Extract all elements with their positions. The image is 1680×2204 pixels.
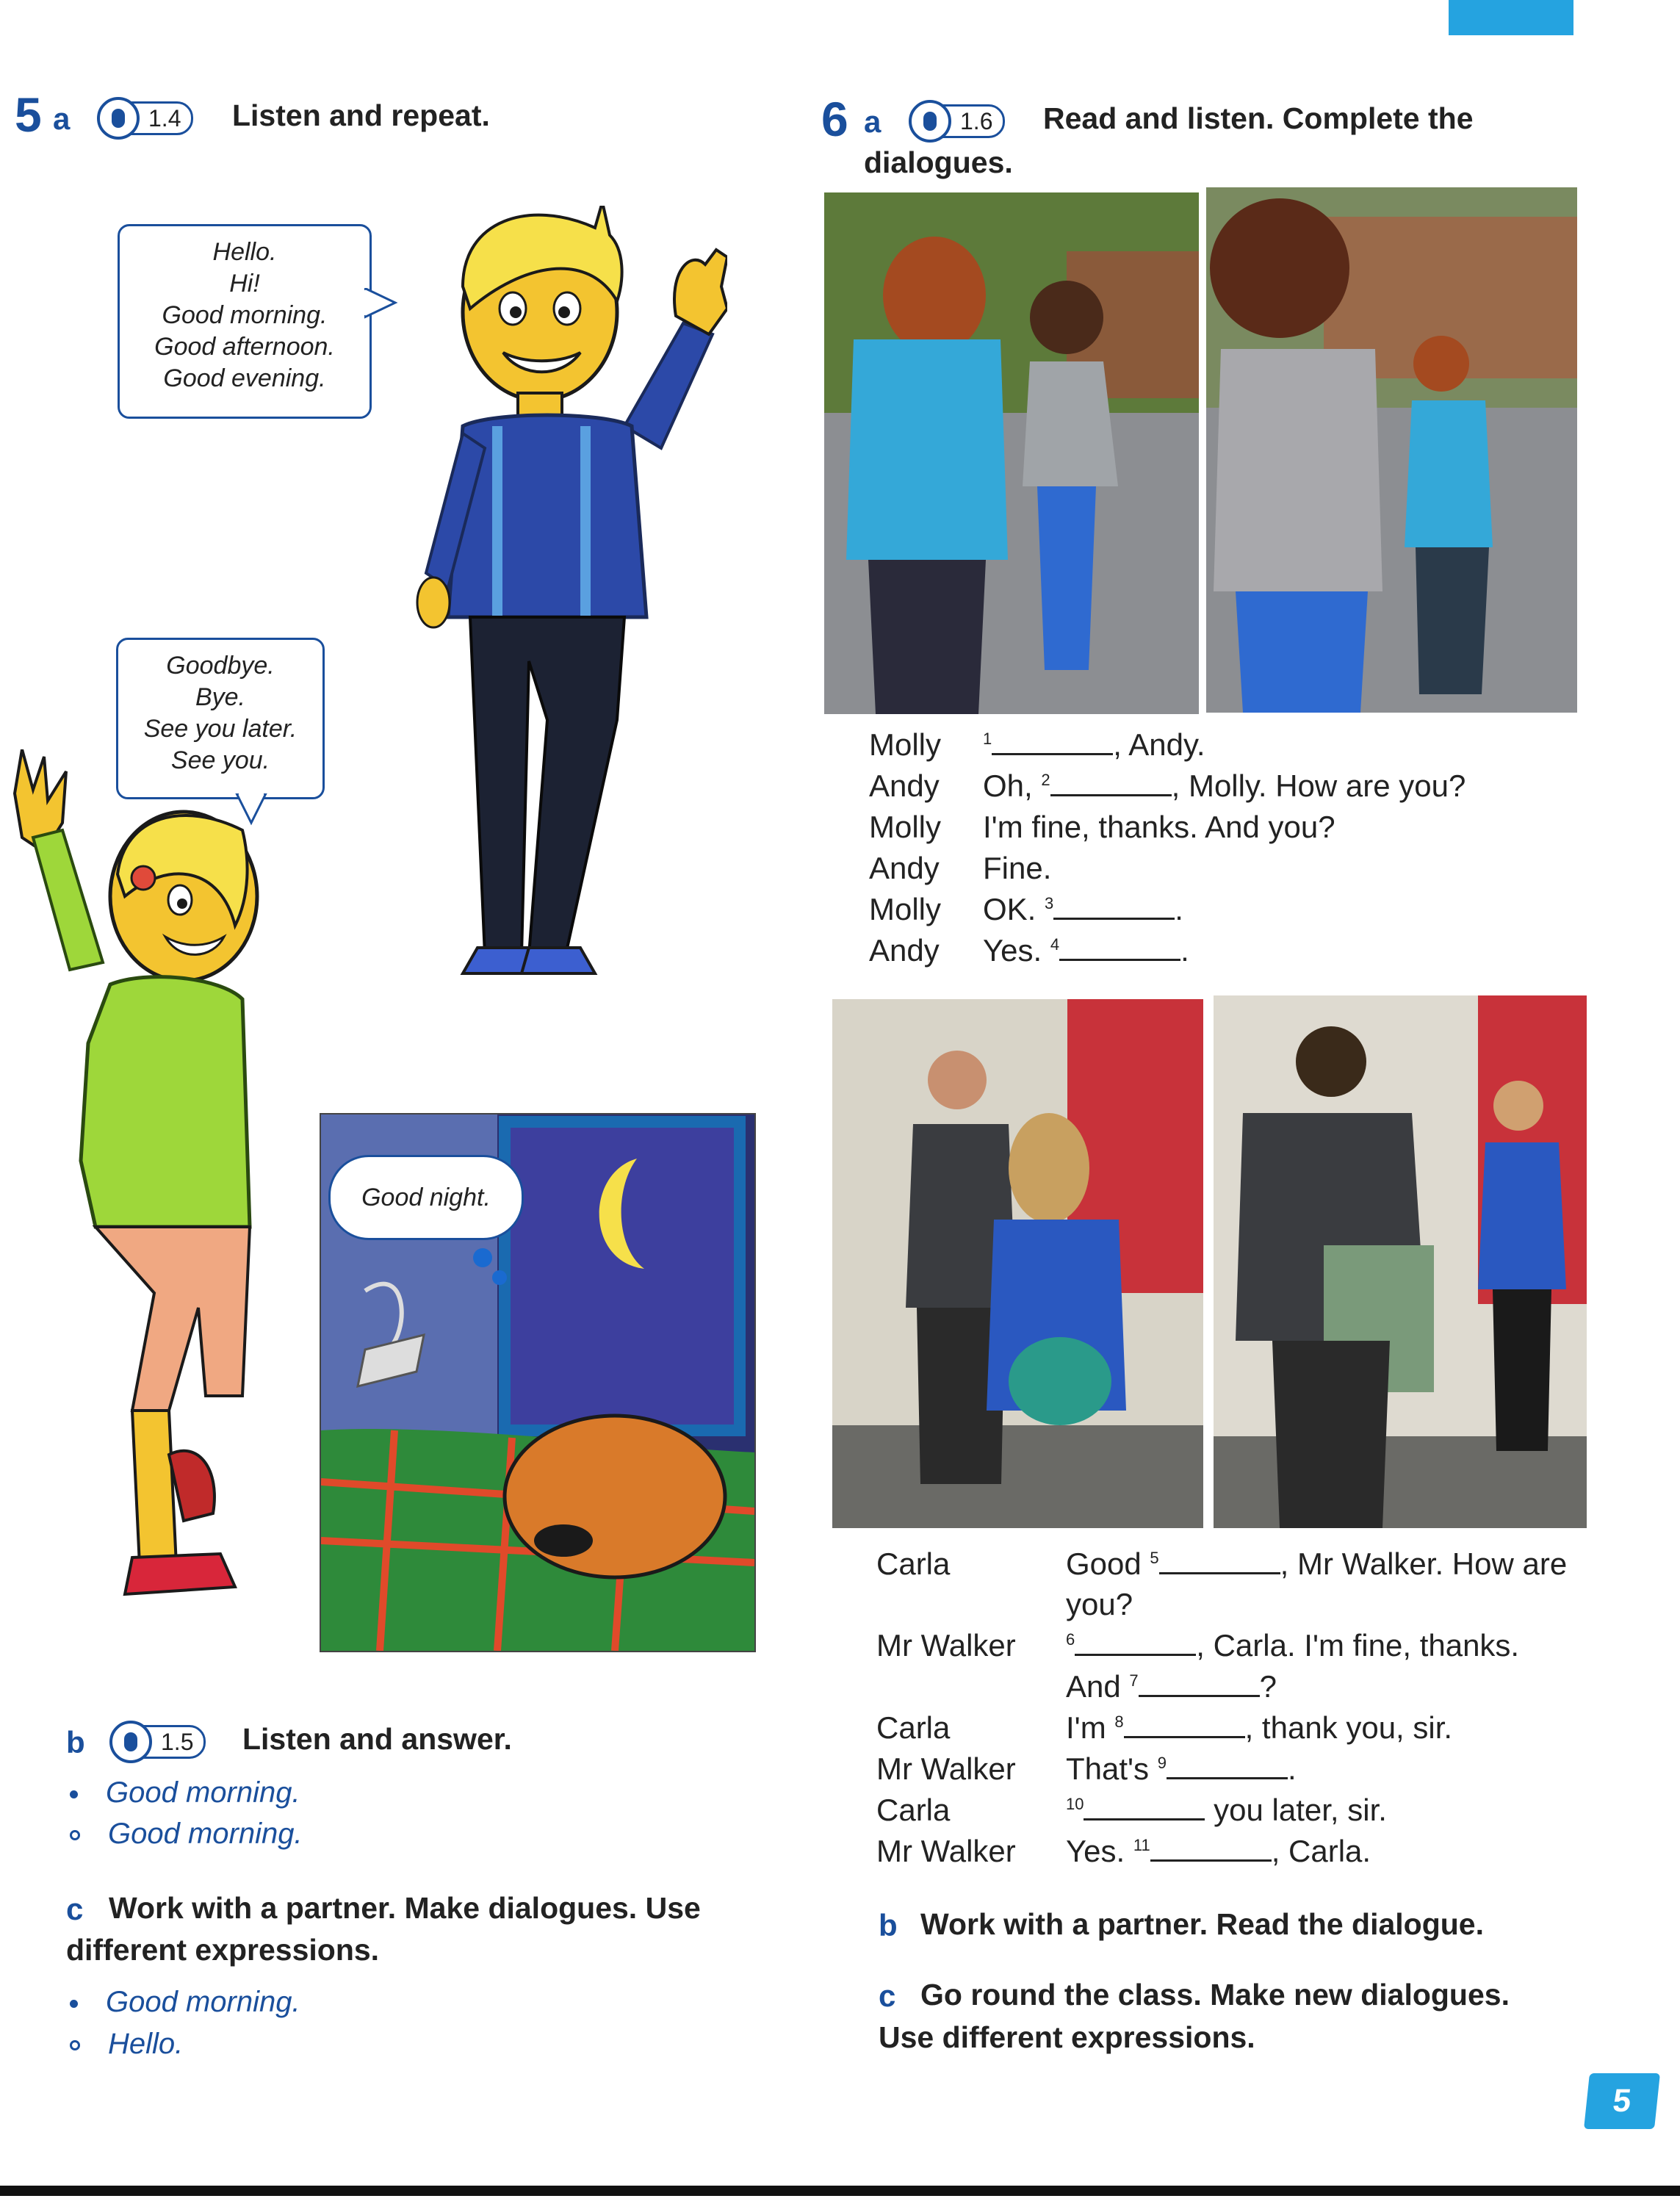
answer-blank[interactable] <box>1059 937 1180 961</box>
dialogue-line <box>869 727 1205 763</box>
exercise-5c-letter: c <box>66 1892 84 1926</box>
exercise-5-number: 5 <box>15 87 42 142</box>
line-text: Fine. <box>983 851 1052 885</box>
track-number: 1.5 <box>161 1728 194 1755</box>
speaker-name: Andy <box>869 933 940 968</box>
corridor-photo-scene <box>1214 995 1587 1528</box>
line-text: , Molly. How are you? <box>1171 768 1466 803</box>
exercise-6b-instruction: Work with a partner. Read the dialogue. <box>920 1907 1484 1941</box>
line-text: you later, sir. <box>1205 1793 1387 1827</box>
answer-blank[interactable] <box>1124 1714 1245 1738</box>
girl-waving-illustration <box>0 749 279 1631</box>
exercise-6-number: 6 <box>821 92 848 146</box>
gap-number: 1 <box>983 730 992 748</box>
bullet-filled-icon <box>70 2000 78 2008</box>
answer-blank[interactable] <box>1167 1755 1288 1779</box>
answer-blank[interactable] <box>1150 1837 1272 1862</box>
speaker-name: Molly <box>869 727 942 762</box>
example-bullet <box>70 1986 300 2019</box>
bubble-line: Hi! <box>229 270 260 298</box>
exercise-5c-instruction-cont: different expressions. <box>66 1933 380 1967</box>
bubble-line: See you. <box>170 746 270 774</box>
audio-track-1-6[interactable] <box>911 104 1005 138</box>
dialogue-line <box>876 1751 1297 1787</box>
line-text: . <box>1287 1751 1297 1786</box>
line-text: Good <box>1066 1546 1150 1581</box>
speaker-name: Mr Walker <box>876 1751 1016 1786</box>
page-number <box>1584 2073 1660 2129</box>
headphones-icon <box>909 100 951 143</box>
line-text: , Carla. I'm fine, thanks. <box>1196 1628 1520 1663</box>
answer-blank[interactable] <box>1053 896 1175 920</box>
line-text: . <box>1180 933 1189 968</box>
line-text: . <box>1175 892 1183 926</box>
headphones-icon <box>109 1721 152 1763</box>
answer-blank[interactable] <box>1159 1550 1280 1574</box>
photo-molly-andy-1 <box>824 192 1199 714</box>
answer-blank[interactable] <box>992 731 1113 755</box>
gap-number: 5 <box>1150 1549 1159 1567</box>
headphones-icon <box>97 97 140 140</box>
exercise-6c-letter: c <box>879 1978 896 2013</box>
speaker-name: Carla <box>876 1793 951 1827</box>
example-bullet <box>70 2028 183 2061</box>
dialogue-line <box>869 892 1183 927</box>
dialogue-line <box>869 851 1052 886</box>
dialogue-line <box>869 768 1466 804</box>
audio-track-1-4[interactable] <box>99 101 193 135</box>
dialogue-line <box>869 810 1335 845</box>
track-number: 1.4 <box>148 104 181 132</box>
dialogue-line <box>876 1834 1371 1869</box>
exercise-6a-instruction: Read and listen. Complete the <box>1043 101 1474 135</box>
exercise-6c-instruction: Go round the class. Make new dialogues. <box>920 1978 1510 2012</box>
exercise-6c-instruction-cont: Use different expressions. <box>879 2020 1255 2054</box>
thought-bubble-text: Good night. <box>361 1184 491 1211</box>
speaker-name: Mr Walker <box>876 1834 1016 1868</box>
bubble-line: Good afternoon. <box>154 333 335 361</box>
bullet-hollow-icon <box>70 2040 80 2050</box>
line-text: And <box>1066 1669 1130 1704</box>
dialogue-line <box>876 1628 1520 1663</box>
speaker-name: Andy <box>869 851 940 885</box>
bullet-text: Good morning. <box>106 1776 300 1809</box>
exercise-5a-instruction: Listen and repeat. <box>232 98 490 132</box>
bubble-line: See you later. <box>143 715 298 743</box>
answer-blank[interactable] <box>1075 1632 1196 1656</box>
exercise-5b-letter: b <box>66 1725 85 1760</box>
speaker-name: Carla <box>876 1710 951 1745</box>
example-bullet <box>70 1776 300 1809</box>
bubble-line: Good evening. <box>163 364 326 392</box>
photo-carla-mr-walker-1 <box>832 999 1203 1528</box>
dialogue-line <box>876 1546 1568 1582</box>
photo-molly-andy-2 <box>1206 187 1577 713</box>
gap-number: 3 <box>1045 894 1054 912</box>
line-text: Yes. <box>1066 1834 1133 1868</box>
gap-number: 2 <box>1041 771 1050 789</box>
speaker-name: Andy <box>869 768 940 803</box>
thought-bubble-dots <box>472 1247 516 1298</box>
exercise-6a-letter: a <box>864 104 882 139</box>
gap-number: 9 <box>1157 1754 1167 1772</box>
speaker-name: Molly <box>869 810 942 844</box>
answer-blank[interactable] <box>1139 1673 1260 1697</box>
speaker-name: Mr Walker <box>876 1628 1016 1663</box>
answer-blank[interactable] <box>1084 1796 1205 1821</box>
bubble-line: Bye. <box>195 683 246 711</box>
gap-number: 6 <box>1066 1630 1075 1649</box>
exercise-5b-instruction: Listen and answer. <box>242 1722 512 1756</box>
dialogue-line <box>869 933 1189 968</box>
speech-bubble-greetings <box>118 224 372 419</box>
bullet-text: Hello. <box>108 2028 184 2060</box>
gap-number: 7 <box>1129 1671 1139 1690</box>
line-text: , Carla. <box>1271 1834 1371 1868</box>
bubble-line: Hello. <box>212 238 277 266</box>
street-photo-scene <box>1206 187 1577 713</box>
audio-track-1-5[interactable] <box>112 1725 206 1759</box>
corridor-photo-scene <box>832 999 1203 1528</box>
gap-number: 4 <box>1050 935 1060 954</box>
line-text: , thank you, sir. <box>1244 1710 1453 1745</box>
thought-bubble <box>328 1155 524 1240</box>
line-text: , Andy. <box>1113 727 1205 762</box>
bullet-text: Good morning. <box>106 1986 300 2018</box>
gap-number: 11 <box>1133 1836 1150 1854</box>
bubble-line: Goodbye. <box>166 652 275 680</box>
exercise-5c-instruction: Work with a partner. Make dialogues. Use <box>109 1891 701 1925</box>
line-text: I'm <box>1066 1710 1115 1745</box>
bullet-filled-icon <box>70 1790 78 1798</box>
example-bullet <box>70 1818 303 1851</box>
line-text: ? <box>1259 1669 1277 1704</box>
street-photo-scene <box>824 192 1199 714</box>
unit-tab <box>1449 0 1573 35</box>
gap-number: 10 <box>1066 1795 1084 1813</box>
line-text: Oh, <box>983 768 1042 803</box>
bubble-line: Good morning. <box>162 301 328 329</box>
line-text: I'm fine, thanks. And you? <box>983 810 1335 844</box>
line-text: you? <box>1066 1587 1133 1621</box>
bullet-hollow-icon <box>70 1830 80 1840</box>
page-number-text: 5 <box>1611 2083 1633 2119</box>
dialogue-line <box>876 1710 1453 1746</box>
line-text: That's <box>1066 1751 1158 1786</box>
line-text: OK. <box>983 892 1045 926</box>
exercise-6b-letter: b <box>879 1908 898 1942</box>
bullet-text: Good morning. <box>108 1818 303 1850</box>
exercise-5a-letter: a <box>53 101 71 136</box>
dialogue-line <box>876 1793 1387 1828</box>
exercise-6a-instruction-cont: dialogues. <box>864 145 1013 179</box>
page-bottom-rule <box>0 2186 1680 2196</box>
boy-waving-illustration <box>382 206 727 977</box>
gap-number: 8 <box>1114 1713 1124 1731</box>
answer-blank[interactable] <box>1050 772 1172 796</box>
photo-carla-mr-walker-2 <box>1214 995 1587 1528</box>
line-text: Yes. <box>983 933 1050 968</box>
speaker-name: Carla <box>876 1546 951 1581</box>
track-number: 1.6 <box>960 107 993 134</box>
good-night-illustration <box>320 1113 756 1652</box>
speaker-name: Molly <box>869 892 942 926</box>
line-text: , Mr Walker. How are <box>1280 1546 1568 1581</box>
